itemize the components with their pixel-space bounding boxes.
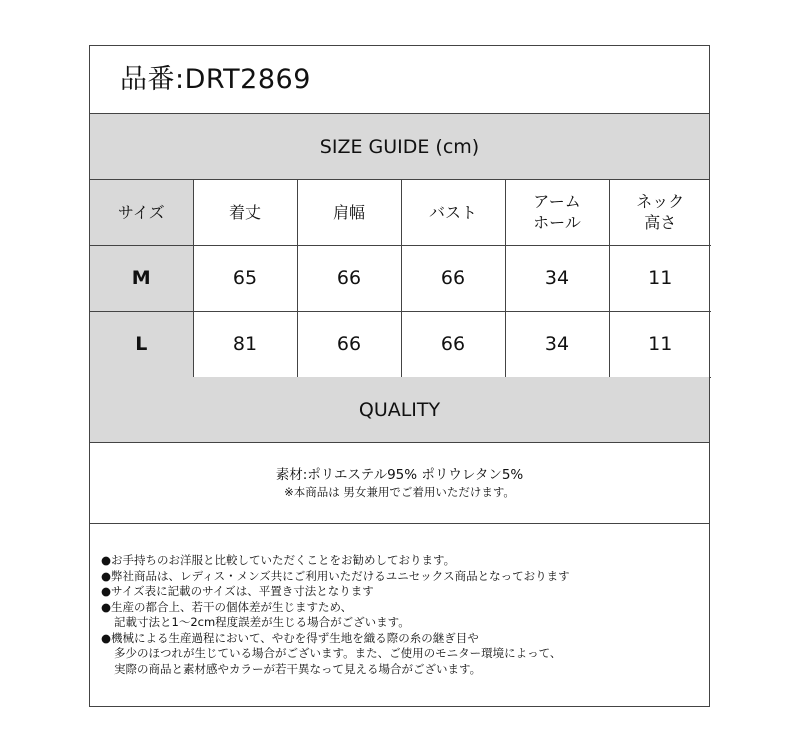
material-section xyxy=(90,443,709,524)
table-cell: 66 xyxy=(401,311,505,377)
table-cell: 11 xyxy=(609,245,711,311)
quality-title: QUALITY xyxy=(90,377,709,443)
header-armhole: アーム ホール xyxy=(505,180,609,245)
header-size: サイズ xyxy=(90,180,193,245)
header-neck-height: ネック 高さ xyxy=(609,180,711,245)
table-cell: 11 xyxy=(609,311,711,377)
note-line: ●サイズ表に記載のサイズは、平置き寸法となります xyxy=(101,584,374,598)
header-bust: バスト xyxy=(401,180,505,245)
table-cell: 66 xyxy=(401,245,505,311)
table-cell: 66 xyxy=(297,245,401,311)
size-guide-sheet xyxy=(89,45,710,707)
size-label: M xyxy=(90,245,193,311)
table-cell: 66 xyxy=(297,311,401,377)
table-cell: 81 xyxy=(193,311,297,377)
note-line: 多少のほつれが生じている場合がございます。また、ご使用のモニター環境によって、 xyxy=(114,646,562,660)
size-table xyxy=(90,180,711,378)
header-shoulder: 肩幅 xyxy=(297,180,401,245)
table-cell: 34 xyxy=(505,311,609,377)
size-label: L xyxy=(90,311,193,377)
care-notes xyxy=(101,553,701,677)
note-line: ●機械による生産過程において、やむを得ず生地を織る際の糸の継ぎ目や xyxy=(101,630,479,645)
material-text: 素材:ポリエステル95% ポリウレタン5% xyxy=(275,467,524,483)
unisex-note: ※本商品は 男女兼用でご着用いただけます。 xyxy=(284,485,515,499)
size-guide-title: SIZE GUIDE (cm) xyxy=(90,114,709,180)
table-cell: 34 xyxy=(505,245,609,311)
table-cell: 65 xyxy=(193,245,297,311)
note-line: 記載寸法と1～2cm程度誤差が生じる場合がございます。 xyxy=(114,615,410,629)
note-line: 実際の商品と素材感やカラーが若干異なって見える場合がございます。 xyxy=(114,661,482,676)
table-row xyxy=(90,311,711,377)
note-line: ●弊社商品は、レディス・メンズ共にご利用いただけるユニセックス商品となっております xyxy=(101,568,570,583)
size-table-header-row xyxy=(90,180,711,245)
note-line: ●生産の都合上、若干の個体差が生じますため、 xyxy=(101,599,353,614)
product-code: 品番:DRT2869 xyxy=(90,46,709,114)
table-row xyxy=(90,245,711,311)
header-length: 着丈 xyxy=(193,180,297,245)
note-line: ●お手持ちのお洋服と比較していただくことをお勧めしております。 xyxy=(101,553,456,567)
